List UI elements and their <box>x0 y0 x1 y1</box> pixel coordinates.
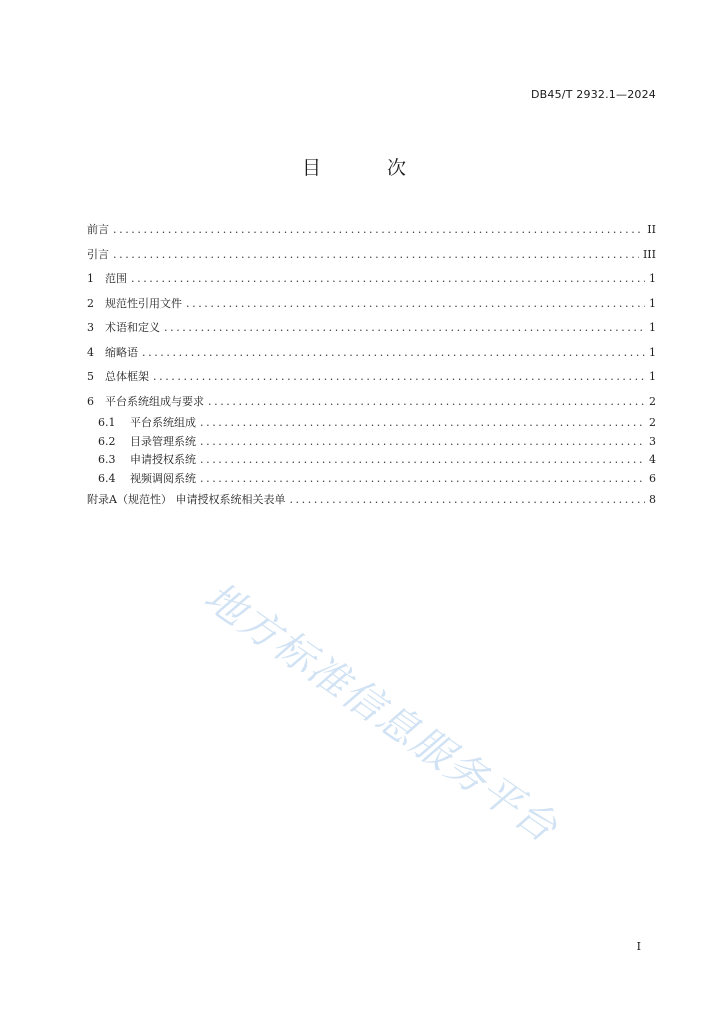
toc-entry-3[interactable] <box>87 316 656 341</box>
toc-entry-label <box>87 218 109 243</box>
toc-entry-label <box>87 470 196 489</box>
toc-leader-dots <box>113 218 643 243</box>
toc-entry-1[interactable] <box>87 267 656 292</box>
toc-entry-label <box>87 292 182 317</box>
watermark: 地方标准信息服务平台 <box>195 573 567 853</box>
toc-entry-label <box>87 365 149 390</box>
toc-entry-appendix-a[interactable] <box>87 488 656 513</box>
toc-entry-number: 6.2 <box>98 434 116 448</box>
toc-entry-page: 2 <box>649 394 656 408</box>
toc-entry-page: 6 <box>649 471 656 485</box>
toc-entry-label <box>87 451 196 470</box>
toc-entry-title: 平台系统组成与要求 <box>105 394 204 408</box>
toc-entry-page: II <box>647 223 656 236</box>
toc-entry-page: 1 <box>649 345 656 359</box>
toc-entry-title: 规范性引用文件 <box>105 296 182 310</box>
toc-leader-dots <box>208 390 645 415</box>
toc-entry-title: 缩略语 <box>105 345 138 359</box>
toc-entry-page: 2 <box>649 416 656 429</box>
toc-entry-foreword[interactable] <box>87 218 656 243</box>
toc-leader-dots <box>200 470 645 489</box>
toc-entry-2[interactable] <box>87 292 656 317</box>
toc-entry-page: 8 <box>649 493 656 507</box>
toc-leader-dots <box>131 267 645 292</box>
toc-entry-title: 前言 <box>87 223 109 236</box>
toc-entry-number: 6 <box>87 394 94 408</box>
toc-entry-label <box>87 341 138 366</box>
toc-leader-dots <box>153 365 645 390</box>
toc-entry-page: 1 <box>649 272 656 285</box>
toc-entry-6-4[interactable] <box>87 470 656 489</box>
toc-entry-title: 总体框架 <box>105 370 149 383</box>
toc-entry-page: 3 <box>649 434 656 448</box>
toc-entry-label <box>87 390 204 415</box>
toc-leader-dots <box>113 243 639 268</box>
toc-leader-dots <box>200 433 645 452</box>
document-code: DB45/T 2932.1—2024 <box>530 88 656 101</box>
toc-entry-number: 6.3 <box>98 453 116 467</box>
toc-entry-page: 4 <box>649 453 656 467</box>
toc-entry-number: 2 <box>87 296 94 310</box>
table-of-contents <box>87 218 656 513</box>
toc-entry-number: 1 <box>87 272 94 285</box>
toc-entry-label <box>87 316 160 341</box>
toc-leader-dots <box>200 414 645 433</box>
toc-entry-label <box>87 488 285 513</box>
toc-entry-number: 4 <box>87 345 94 359</box>
toc-entry-5[interactable] <box>87 365 656 390</box>
toc-entry-title: 附录A（规范性） 申请授权系统相关表单 <box>87 493 286 507</box>
toc-entry-number: 6.1 <box>98 416 116 429</box>
toc-title: 目 次 <box>301 157 437 179</box>
toc-entry-6-2[interactable] <box>87 433 656 452</box>
toc-entry-title: 视频调阅系统 <box>130 471 196 485</box>
toc-entry-introduction[interactable] <box>87 243 656 268</box>
toc-leader-dots <box>142 341 645 366</box>
toc-entry-6-1[interactable] <box>87 414 656 433</box>
toc-entry-title: 术语和定义 <box>105 321 160 334</box>
toc-entry-label <box>87 243 109 268</box>
toc-entry-title: 目录管理系统 <box>130 434 196 448</box>
toc-entry-number: 5 <box>87 370 94 383</box>
toc-entry-title: 平台系统组成 <box>130 416 196 429</box>
toc-entry-page: 1 <box>649 321 656 334</box>
toc-entry-6[interactable] <box>87 390 656 415</box>
toc-entry-number: 3 <box>87 321 94 334</box>
toc-entry-title: 引言 <box>87 247 109 261</box>
toc-entry-title: 申请授权系统 <box>130 453 196 467</box>
toc-entry-6-3[interactable] <box>87 451 656 470</box>
toc-entry-label <box>87 414 196 433</box>
toc-entry-page: III <box>642 247 656 261</box>
toc-entry-number: 6.4 <box>98 471 116 485</box>
toc-entry-4[interactable] <box>87 341 656 366</box>
toc-entry-label <box>87 433 196 452</box>
toc-leader-dots <box>186 292 645 317</box>
toc-entry-page: 1 <box>649 296 656 310</box>
toc-leader-dots <box>289 488 645 513</box>
toc-entry-label <box>87 267 127 292</box>
page-number: I <box>636 940 641 953</box>
toc-leader-dots <box>200 451 645 470</box>
toc-entry-page: 1 <box>649 370 656 383</box>
toc-leader-dots <box>164 316 645 341</box>
toc-entry-title: 范围 <box>105 272 127 285</box>
